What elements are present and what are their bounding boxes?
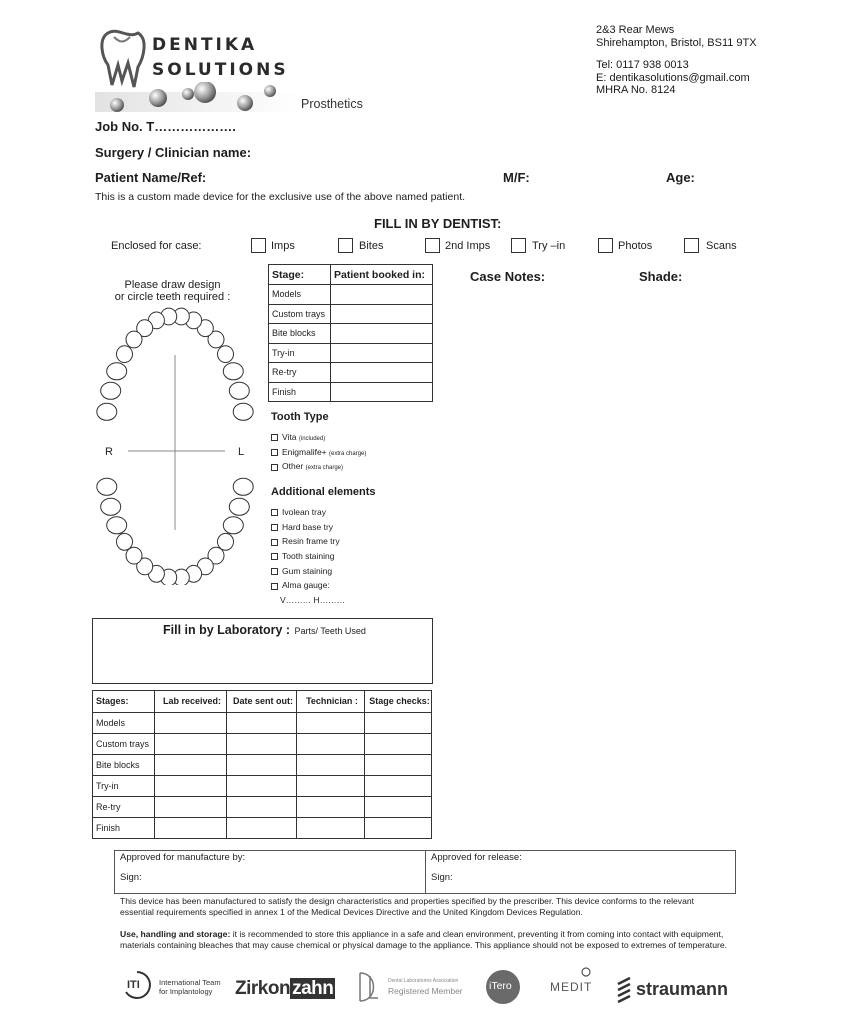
brand-line1: DENTIKA: [152, 35, 258, 55]
lab-row-label: Re-try: [93, 796, 155, 817]
tooth[interactable]: [101, 382, 121, 399]
dla-line1: Dental Laboratories Association: [388, 978, 459, 984]
vita-checkbox[interactable]: [271, 434, 278, 441]
2nd-imps-checkbox[interactable]: [425, 238, 440, 253]
dentist-heading: FILL IN BY DENTIST:: [374, 216, 502, 231]
ivolean-checkbox[interactable]: [271, 509, 278, 516]
lab-cell[interactable]: [155, 733, 227, 754]
enclosed-photos[interactable]: [598, 238, 653, 258]
lab-heading: Fill in by Laboratory :: [163, 623, 291, 637]
stage-header: Stage:: [269, 265, 331, 285]
lab-col-sent: Date sent out:: [227, 691, 297, 713]
tooth[interactable]: [117, 533, 133, 550]
booked-cell[interactable]: [331, 382, 433, 402]
lab-row-label: Models: [93, 712, 155, 733]
address-line2: Shirehampton, Bristol, BS11 9TX: [596, 36, 757, 49]
age-label: Age:: [666, 170, 695, 185]
custom-device-notice: This is a custom made device for the exclusive use of the above named patient.: [95, 191, 466, 203]
tooth-type-option[interactable]: Other (extra charge): [271, 459, 366, 474]
lab-col-stages: Stages:: [93, 691, 155, 713]
additional-option[interactable]: Ivolean tray: [271, 505, 345, 520]
medit-swirl-icon: [580, 966, 592, 978]
enclosed-2nd-imps[interactable]: [425, 238, 491, 258]
lab-col-received: Lab received:: [155, 691, 227, 713]
gum-staining-checkbox[interactable]: [271, 568, 278, 575]
tooth[interactable]: [229, 498, 249, 515]
approved-release-label: Approved for release:: [431, 852, 522, 863]
additional-option[interactable]: Hard base try: [271, 520, 345, 535]
stage-row: Finish: [269, 382, 331, 402]
stage-row: Custom trays: [269, 304, 331, 324]
left-side-label: L: [238, 446, 245, 458]
lab-cell[interactable]: [227, 733, 297, 754]
storage-statement: [120, 929, 730, 950]
lab-cell[interactable]: [297, 796, 365, 817]
additional-option[interactable]: Resin frame try: [271, 534, 345, 549]
iti-line2: for Implantology: [159, 987, 213, 996]
straumann-text: straumann: [636, 979, 729, 999]
stage-row: Bite blocks: [269, 324, 331, 344]
telephone: Tel: 0117 938 0013: [596, 59, 689, 71]
straumann-s-icon: [615, 976, 633, 1004]
lab-cell[interactable]: [297, 712, 365, 733]
itero-logo: [486, 970, 520, 1004]
lab-cell[interactable]: [297, 817, 365, 838]
lab-cell[interactable]: [227, 817, 297, 838]
stage-row: Re-try: [269, 363, 331, 383]
mhra-number: MHRA No. 8124: [596, 84, 676, 96]
storage-heading: Use, handling and storage:: [120, 929, 231, 939]
lab-cell[interactable]: [365, 817, 432, 838]
address-line1: 2&3 Rear Mews: [596, 24, 675, 36]
lab-row-label: Try-in: [93, 775, 155, 796]
lab-cell[interactable]: [155, 775, 227, 796]
tooth[interactable]: [107, 363, 127, 380]
lab-cell[interactable]: [155, 712, 227, 733]
lab-cell[interactable]: [227, 796, 297, 817]
lab-parts-box[interactable]: [92, 618, 433, 684]
enclosed-try-in[interactable]: [511, 238, 566, 258]
other-checkbox[interactable]: [271, 464, 278, 471]
lab-row-label: Custom trays: [93, 733, 155, 754]
lab-cell[interactable]: [365, 733, 432, 754]
scans-checkbox[interactable]: [684, 238, 699, 253]
itero-text: iTero: [489, 980, 512, 992]
imps-label: Imps: [271, 240, 295, 252]
alma-values: V……… H………: [280, 595, 346, 606]
zirkonzahn-logo: [235, 978, 335, 1000]
company-address: [596, 24, 836, 97]
additional-heading: Additional elements: [271, 486, 376, 498]
tooth[interactable]: [218, 346, 234, 363]
case-notes-label: Case Notes:: [470, 269, 546, 284]
brand-sub: Prosthetics: [301, 97, 363, 111]
photos-checkbox[interactable]: [598, 238, 613, 253]
additional-option[interactable]: Tooth staining: [271, 549, 345, 564]
zirkon-text: Zirkon: [235, 978, 291, 999]
lab-cell[interactable]: [365, 712, 432, 733]
lab-sub: Parts/ Teeth Used: [294, 626, 366, 636]
booked-cell[interactable]: [331, 363, 433, 383]
iti-logo: [122, 970, 232, 1000]
medit-text: MEDIT: [550, 980, 593, 994]
tooth[interactable]: [223, 517, 243, 534]
enigmalife-checkbox[interactable]: [271, 449, 278, 456]
resin-frame-checkbox[interactable]: [271, 539, 278, 546]
lab-cell[interactable]: [297, 775, 365, 796]
dla-line2: Registered Member: [388, 986, 463, 996]
enclosed-scans[interactable]: [684, 238, 737, 258]
lab-cell[interactable]: [297, 733, 365, 754]
enclosed-bites[interactable]: [338, 238, 384, 258]
draw-note-line1: Please draw design: [124, 279, 221, 291]
tooth-staining-checkbox[interactable]: [271, 553, 278, 560]
sign-left-field[interactable]: Sign:: [120, 872, 142, 883]
booked-cell[interactable]: [331, 304, 433, 324]
tooth[interactable]: [233, 403, 253, 420]
tooth-type-option[interactable]: Vita (included): [271, 430, 366, 445]
lab-cell[interactable]: [155, 817, 227, 838]
tooth[interactable]: [126, 331, 142, 348]
tooth[interactable]: [101, 498, 121, 515]
tooth-type-option[interactable]: Enigmalife+ (extra charge): [271, 445, 366, 460]
enclosed-label: Enclosed for case:: [111, 240, 202, 252]
lab-col-checks: Stage checks:: [365, 691, 432, 713]
lab-stage-table: [92, 690, 432, 839]
photos-label: Photos: [618, 240, 653, 252]
decorative-spheres: [95, 82, 300, 112]
approval-box: [114, 850, 736, 894]
patient-name-label: Patient Name/Ref:: [95, 170, 207, 185]
surgery-label: Surgery / Clinician name:: [95, 145, 252, 160]
tooth[interactable]: [223, 363, 243, 380]
booked-cell[interactable]: [331, 324, 433, 344]
lab-cell[interactable]: [227, 712, 297, 733]
lab-cell[interactable]: [365, 796, 432, 817]
mf-label: M/F:: [503, 170, 530, 185]
lab-cell[interactable]: [297, 754, 365, 775]
alma-gauge-checkbox[interactable]: [271, 583, 278, 590]
stage-row: Models: [269, 285, 331, 305]
lab-cell[interactable]: [227, 754, 297, 775]
draw-note-line2: or circle teeth required :: [114, 291, 231, 303]
dla-emblem-icon: [356, 970, 382, 1004]
medit-logo: [550, 966, 600, 1000]
job-number: Job No. T……………….: [95, 119, 236, 134]
straumann-logo: [615, 976, 745, 1006]
conformity-statement: This device has been manufactured to satisfy the design characteristics and properties specified by the prescriber. This device conforms to the relevant essential requirements specified in annex 1 of the Medical Devices Directive and the United Kingdom Devices Regulation.: [120, 896, 695, 917]
email: E: dentikasolutions@gmail.com: [596, 71, 750, 84]
bites-label: Bites: [359, 240, 384, 252]
additional-option[interactable]: Alma gauge:: [271, 578, 345, 593]
try-in-checkbox[interactable]: [511, 238, 526, 253]
company-logo: [95, 24, 305, 114]
lab-row-label: Bite blocks: [93, 754, 155, 775]
try-in-label: Try –in: [532, 240, 566, 252]
storage-text: it is recommended to store this appliance in a safe and clean environment, preventing it from coming into contact with equipment, materials containing bleaches that may cause chemical or physical damage to the appliance. This appliance should not be exposed to extremes of temperature.: [120, 929, 728, 950]
tooth[interactable]: [229, 382, 249, 399]
iti-line1: International Team: [159, 978, 221, 987]
imps-checkbox[interactable]: [251, 238, 266, 253]
zahn-text: zahn: [292, 978, 334, 999]
lab-cell[interactable]: [365, 775, 432, 796]
tooth[interactable]: [97, 403, 117, 420]
bites-checkbox[interactable]: [338, 238, 353, 253]
booked-header: Patient booked in:: [331, 265, 433, 285]
approved-manufacture-label: Approved for manufacture by:: [120, 852, 246, 863]
hard-base-checkbox[interactable]: [271, 524, 278, 531]
dla-logo: [356, 970, 476, 1004]
tooth[interactable]: [97, 478, 117, 495]
additional-list: [271, 505, 345, 608]
brand-line2: SOLUTIONS: [152, 60, 289, 80]
lab-cell[interactable]: [365, 754, 432, 775]
shade-label: Shade:: [639, 269, 683, 284]
additional-option[interactable]: Gum staining: [271, 564, 345, 579]
tooth[interactable]: [107, 517, 127, 534]
sign-right-field[interactable]: Sign:: [431, 872, 453, 883]
booked-cell[interactable]: [331, 343, 433, 363]
tooth[interactable]: [117, 346, 133, 363]
booked-cell[interactable]: [331, 285, 433, 305]
lab-row-label: Finish: [93, 817, 155, 838]
tooth[interactable]: [233, 478, 253, 495]
right-side-label: R: [105, 446, 113, 458]
dental-chart[interactable]: [95, 300, 260, 585]
scans-label: Scans: [706, 240, 737, 252]
iti-mark: ITI: [127, 979, 140, 991]
lab-cell[interactable]: [227, 775, 297, 796]
lab-cell[interactable]: [155, 754, 227, 775]
tooth-type-heading: Tooth Type: [271, 411, 329, 423]
enclosed-imps[interactable]: [251, 238, 295, 258]
lab-col-technician: Technician :: [297, 691, 365, 713]
2nd-imps-label: 2nd Imps: [445, 240, 491, 252]
tooth-type-list: [271, 430, 366, 474]
stage-row: Try-in: [269, 343, 331, 363]
stage-table: [268, 264, 433, 402]
lab-cell[interactable]: [155, 796, 227, 817]
